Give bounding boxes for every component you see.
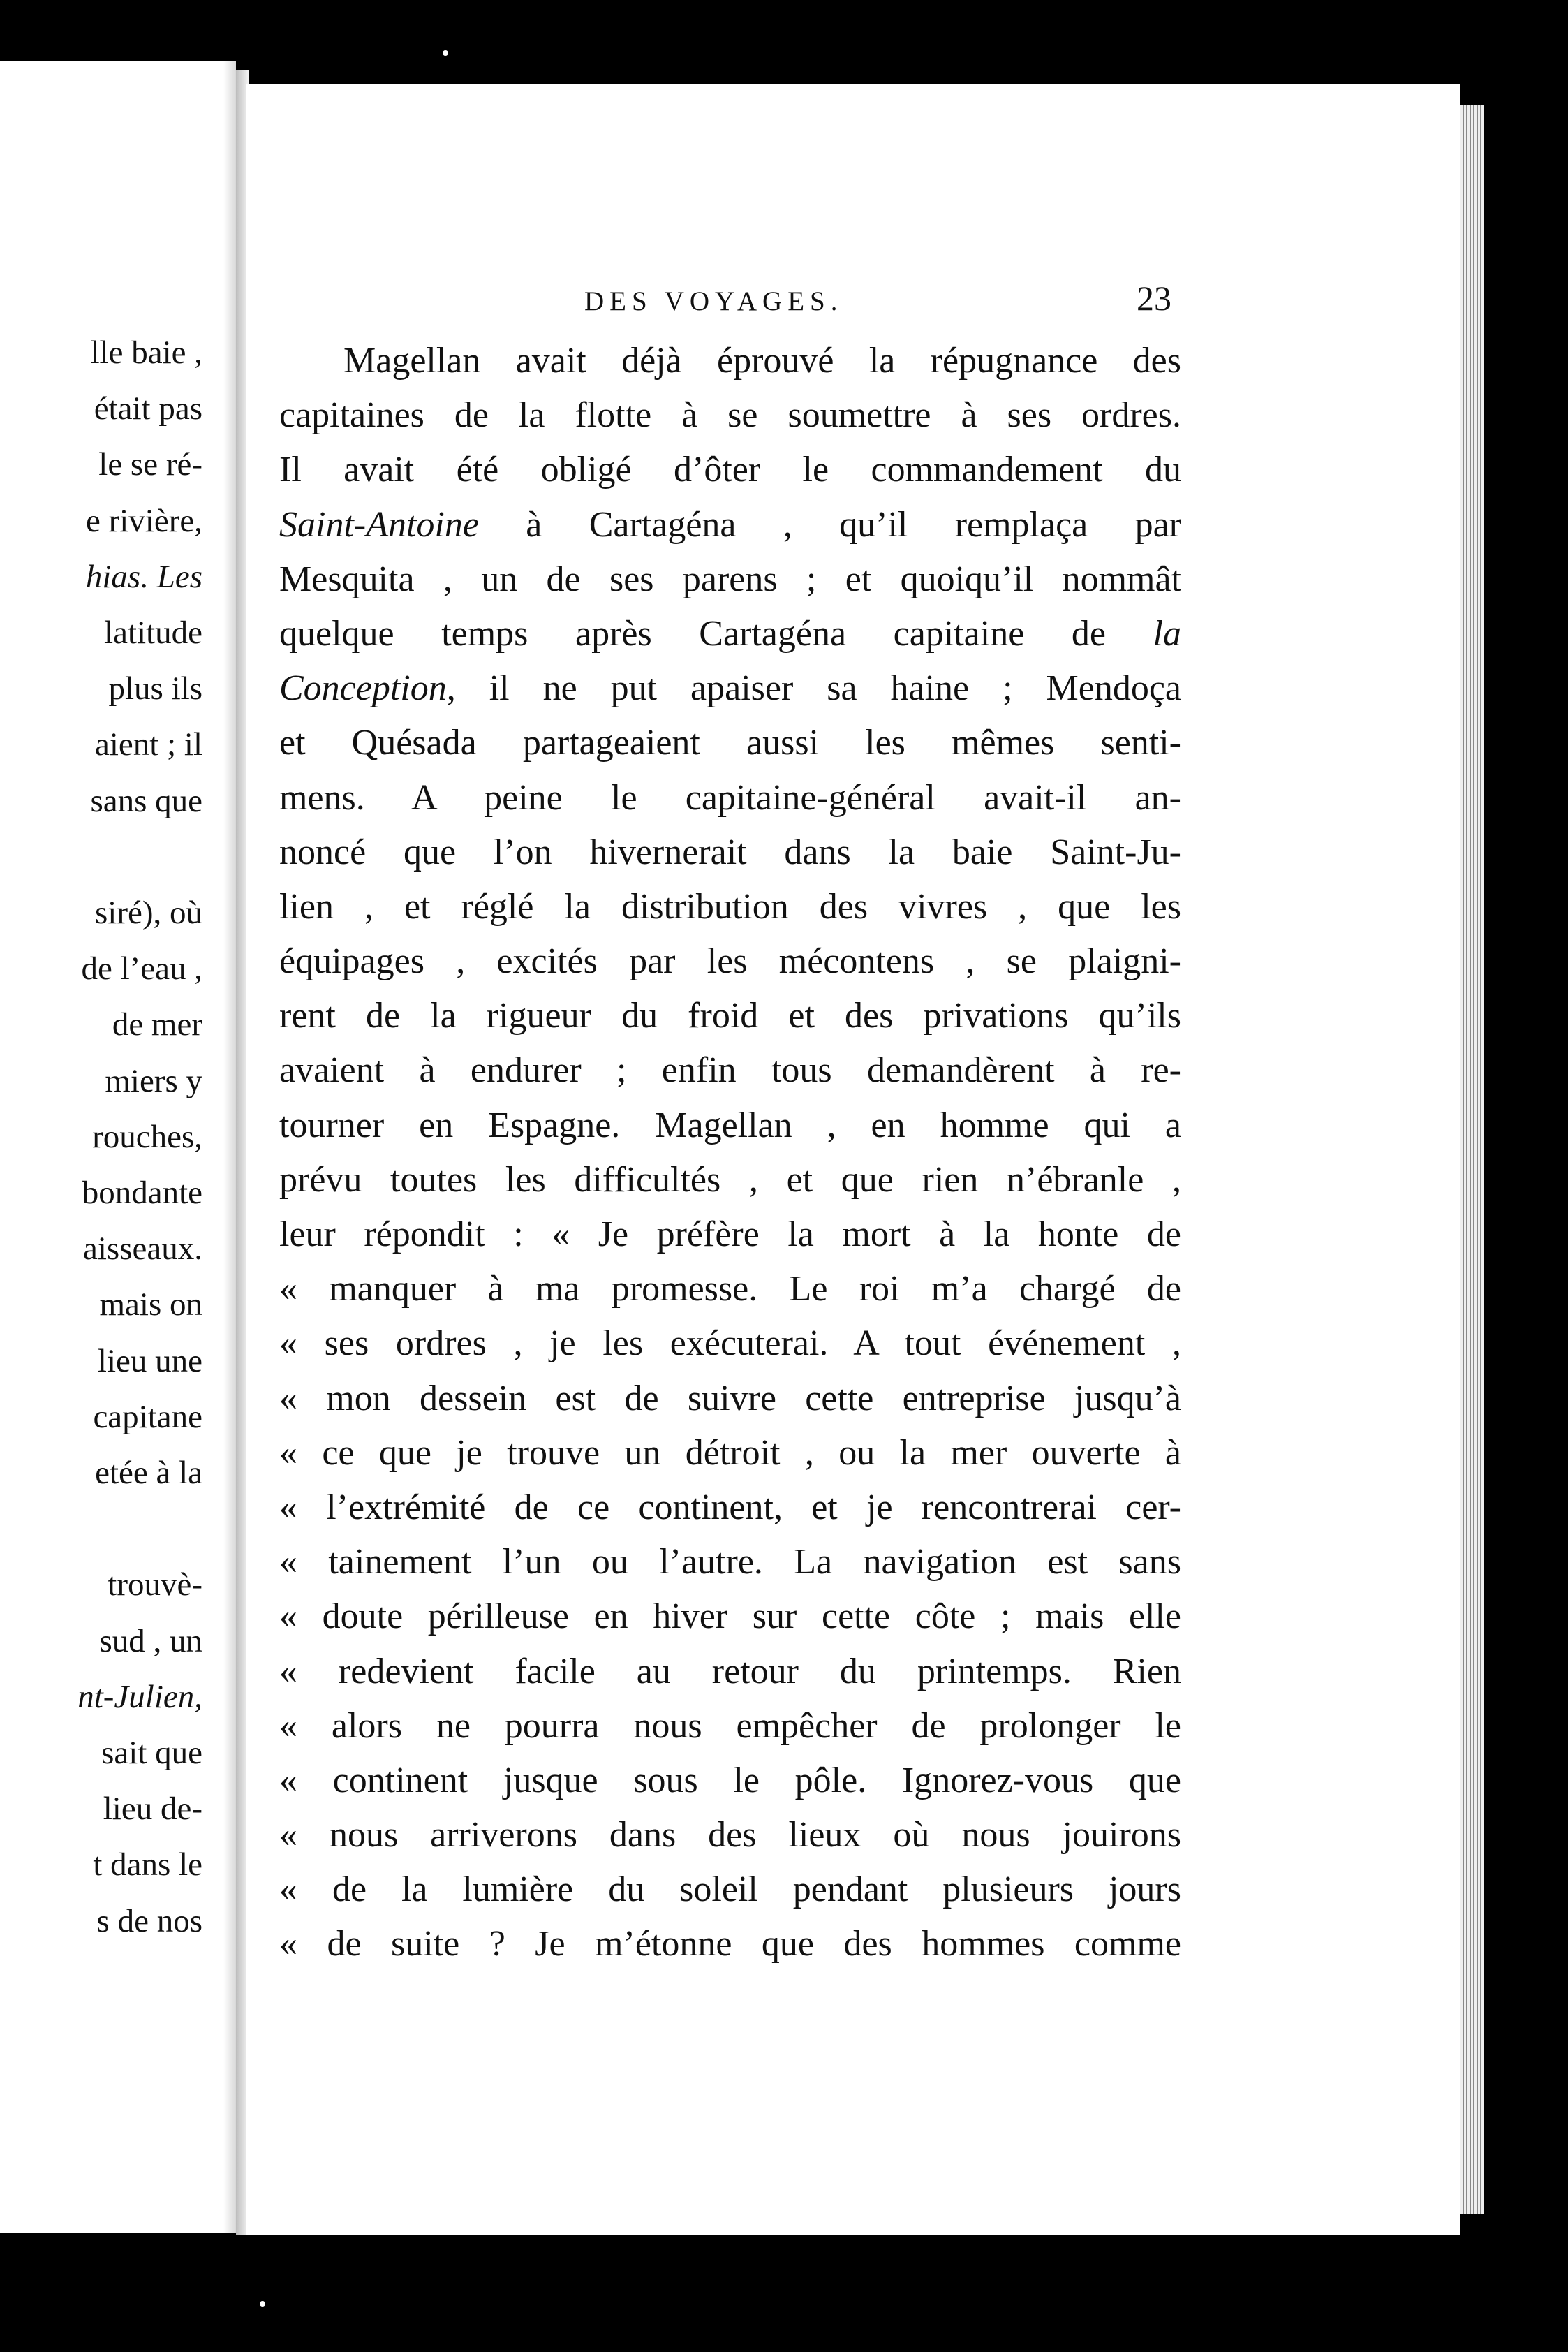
body-line: rent de la rigueur du froid et des privations qu’ils (279, 996, 1181, 1036)
body-line: Il avait été obligé d’ôter le commandement du (279, 450, 1181, 490)
body-line: « manquer à ma promesse. Le roi m’a chargé de (279, 1269, 1181, 1309)
body-line: prévu toutes les difficultés , et que rien n’ébranle , (279, 1159, 1181, 1200)
body-line (279, 498, 1181, 552)
body-line: « nous arriverons dans des lieux où nous jouirons (279, 1815, 1181, 1855)
left-page-line: sait que (101, 1735, 202, 1771)
left-page-line: lieu de- (103, 1791, 202, 1828)
body-line: « mon dessein est de suivre cette entreprise jusqu’à (279, 1378, 1181, 1418)
body-line: Magellan avait déjà éprouvé la répugnance des (343, 341, 1181, 381)
left-page-line: siré), où (94, 895, 202, 931)
body-line: capitaines de la flotte à se soumettre à ses ordres. (279, 395, 1181, 436)
left-page-line: le se ré- (98, 446, 202, 483)
body-line: « continent jusque sous le pôle. Ignorez-vous que (279, 1760, 1181, 1800)
body-line: leur répondit : « Je préfère la mort à la honte de (279, 1214, 1181, 1254)
running-head: DES VOYAGES. (584, 286, 843, 316)
left-page-line: nt-Julien, (77, 1678, 202, 1715)
body-line: noncé que l’on hivernerait dans la baie Saint-Ju- (279, 832, 1181, 872)
left-page-line: latitude (104, 615, 202, 651)
body-line: et Quésada partageaient aussi les mêmes senti- (279, 723, 1181, 763)
dust-speck (443, 50, 448, 56)
body-line (279, 607, 1181, 661)
body-line-segment: , il ne put apaiser sa haine ; Mendoça (446, 668, 1181, 709)
left-page-line: mais on (99, 1286, 202, 1323)
left-page-line: était pas (94, 390, 202, 427)
body-line-segment: quelque temps après Cartagéna capitaine de (279, 613, 1153, 654)
left-page-line: e rivière, (85, 502, 202, 539)
dust-speck (260, 2301, 265, 2307)
body-line: « redevient facile au retour du printemps. Rien (279, 1651, 1181, 1691)
body-line: « de suite ? Je m’étonne que des hommes comme (279, 1924, 1181, 1964)
body-line-segment: Saint-Antoine (279, 504, 479, 545)
left-page-line: plus ils (108, 670, 202, 707)
body-line: « ce que je trouve un détroit , ou la mer ouverte à (279, 1432, 1181, 1473)
left-page-line: capitane (93, 1398, 202, 1435)
left-page-line: de mer (112, 1006, 202, 1043)
body-line: tourner en Espagne. Magellan , en homme qui a (279, 1105, 1181, 1145)
left-page-line: de l’eau , (81, 950, 202, 987)
body-line: « de la lumière du soleil pendant plusieurs jours (279, 1869, 1181, 1910)
body-text (279, 334, 1181, 1972)
left-page-line: sud , un (99, 1622, 202, 1659)
body-line: mens. A peine le capitaine-général avait-il an- (279, 777, 1181, 818)
left-page-line: lieu une (97, 1342, 202, 1379)
left-page-line: sans que (90, 782, 202, 819)
body-line: « ses ordres , je les exécuterai. A tout événement , (279, 1323, 1181, 1364)
page-edge-stack (1460, 105, 1484, 2214)
body-line: équipages , excités par les mécontens , se plaigni- (279, 941, 1181, 982)
body-line: « alors ne pourra nous empêcher de prolonger le (279, 1705, 1181, 1746)
left-page-line: aient ; il (94, 726, 202, 763)
left-page-gutter-shadow (223, 61, 236, 2233)
body-line (279, 661, 1181, 716)
left-page-line: s de nos (96, 1902, 202, 1939)
body-line: « tainement l’un ou l’autre. La navigation est sans (279, 1542, 1181, 1582)
left-page-line: rouches, (92, 1118, 202, 1155)
left-page-line: trouvè- (108, 1566, 202, 1603)
body-line: « l’extrémité de ce continent, et je rencontrerai cer- (279, 1487, 1181, 1527)
left-page-line: etée à la (95, 1455, 202, 1491)
left-page-line: aisseaux. (83, 1230, 202, 1267)
left-page-line: hias. Les (85, 558, 202, 595)
body-line: lien , et réglé la distribution des vivres , que les (279, 886, 1181, 927)
body-line: « doute périlleuse en hiver sur cette côte ; mais elle (279, 1596, 1181, 1637)
body-line-segment: à Cartagéna , qu’il remplaça par (478, 504, 1181, 545)
left-page (0, 61, 236, 2233)
body-line-segment: Conception (279, 668, 447, 709)
left-page-line: miers y (105, 1062, 202, 1099)
left-page-line: t dans le (93, 1846, 202, 1883)
page-number: 23 (1137, 279, 1171, 318)
body-line: avaient à endurer ; enfin tous demandèrent à re- (279, 1050, 1181, 1091)
body-line: Mesquita , un de ses parens ; et quoiqu’il nommât (279, 559, 1181, 599)
body-line-segment: la (1153, 613, 1181, 654)
left-page-line: lle baie , (90, 335, 202, 371)
left-page-line: bondante (82, 1175, 202, 1211)
